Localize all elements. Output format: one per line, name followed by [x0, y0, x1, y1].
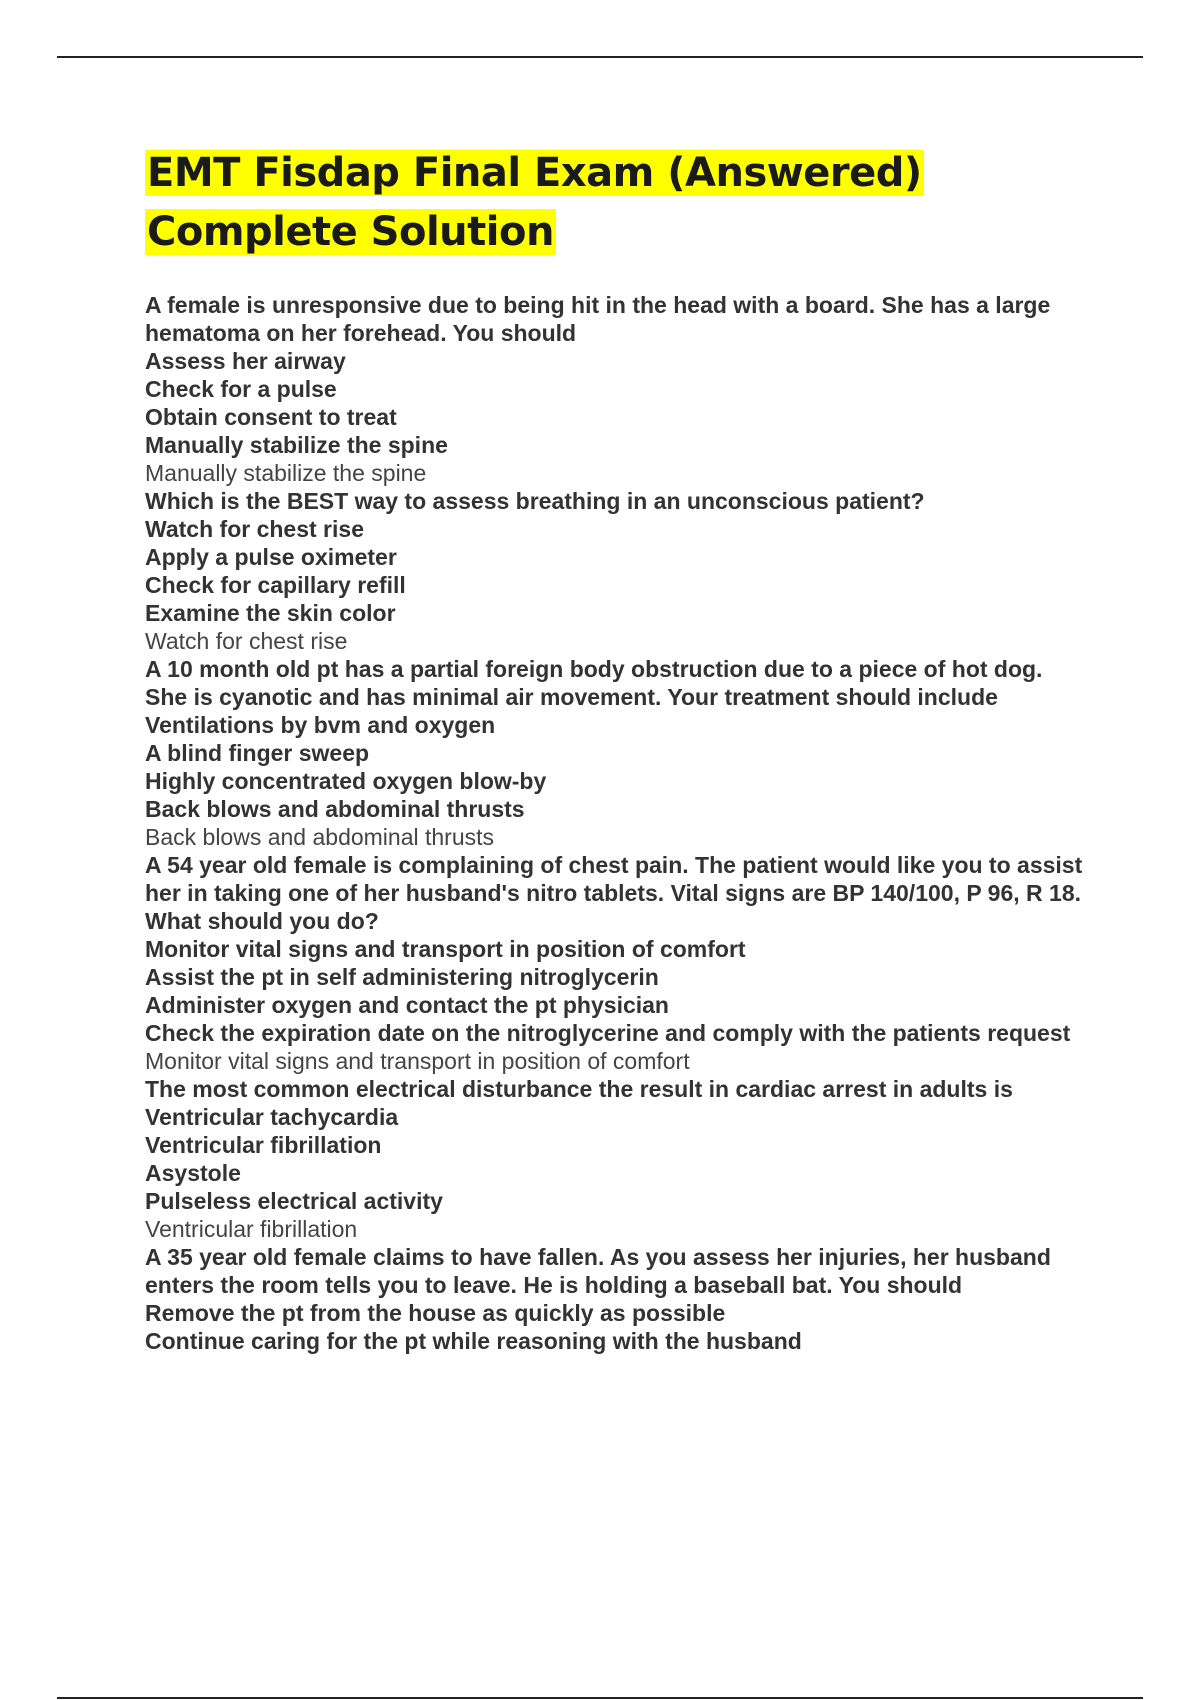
question-block: [145, 655, 1085, 851]
correct-answer: Ventricular fibrillation: [145, 1216, 358, 1242]
answer-option: Check for a pulse: [145, 376, 337, 402]
document-title-text: EMT Fisdap Final Exam (Answered) Complete Solution: [147, 150, 922, 255]
answer-option: Assist the pt in self administering nitroglycerin: [145, 964, 659, 990]
answer-option: Asystole: [145, 1160, 241, 1186]
answer-option: Apply a pulse oximeter: [145, 544, 397, 570]
correct-answer: Back blows and abdominal thrusts: [145, 824, 495, 850]
footer-rule: [57, 1697, 1143, 1699]
answer-option: Watch for chest rise: [145, 516, 364, 542]
question-block: [145, 291, 1085, 487]
header-rule: [57, 56, 1143, 58]
question-text: Which is the BEST way to assess breathing in an unconscious patient?: [145, 488, 925, 514]
answer-option: Examine the skin color: [145, 600, 396, 626]
answer-option: Administer oxygen and contact the pt physician: [145, 992, 669, 1018]
correct-answer: Watch for chest rise: [145, 628, 348, 654]
answer-option: Obtain consent to treat: [145, 404, 397, 430]
question-text: The most common electrical disturbance the result in cardiac arrest in adults is: [145, 1076, 1013, 1102]
answer-option: Back blows and abdominal thrusts: [145, 796, 525, 822]
document-title: [145, 144, 1105, 262]
answer-option: Continue caring for the pt while reasoning with the husband: [145, 1328, 802, 1354]
answer-option: Manually stabilize the spine: [145, 432, 448, 458]
answer-option: Ventricular fibrillation: [145, 1132, 382, 1158]
correct-answer: Monitor vital signs and transport in position of comfort: [145, 1048, 690, 1074]
question-block: [145, 1075, 1085, 1243]
answer-option: Highly concentrated oxygen blow-by: [145, 768, 547, 794]
answer-option: Check the expiration date on the nitroglycerine and comply with the patients request: [145, 1020, 1071, 1046]
question-block: [145, 487, 1085, 655]
question-text: A female is unresponsive due to being hit in the head with a board. She has a large hematoma on her forehead. You should: [145, 292, 1051, 346]
answer-option: Ventricular tachycardia: [145, 1104, 399, 1130]
answer-option: Pulseless electrical activity: [145, 1188, 443, 1214]
question-list: [145, 291, 1085, 1355]
answer-option: Ventilations by bvm and oxygen: [145, 712, 496, 738]
answer-option: Assess her airway: [145, 348, 346, 374]
question-text: A 35 year old female claims to have fallen. As you assess her injuries, her husband enters the room tells you to leave. He is holding a baseball bat. You should: [145, 1244, 1051, 1298]
answer-option: A blind finger sweep: [145, 740, 370, 766]
question-text: A 10 month old pt has a partial foreign body obstruction due to a piece of hot dog. She is cyanotic and has minimal air movement. Your treatment should include: [145, 656, 1043, 710]
answer-option: Monitor vital signs and transport in position of comfort: [145, 936, 746, 962]
answer-option: Remove the pt from the house as quickly as possible: [145, 1300, 726, 1326]
answer-option: Check for capillary refill: [145, 572, 406, 598]
question-block: [145, 851, 1085, 1075]
question-text: A 54 year old female is complaining of chest pain. The patient would like you to assist her in taking one of her husband's nitro tablets. Vital signs are BP 140/100, P 96, R 18. What should you do?: [145, 852, 1083, 934]
correct-answer: Manually stabilize the spine: [145, 460, 427, 486]
question-block: [145, 1243, 1085, 1355]
